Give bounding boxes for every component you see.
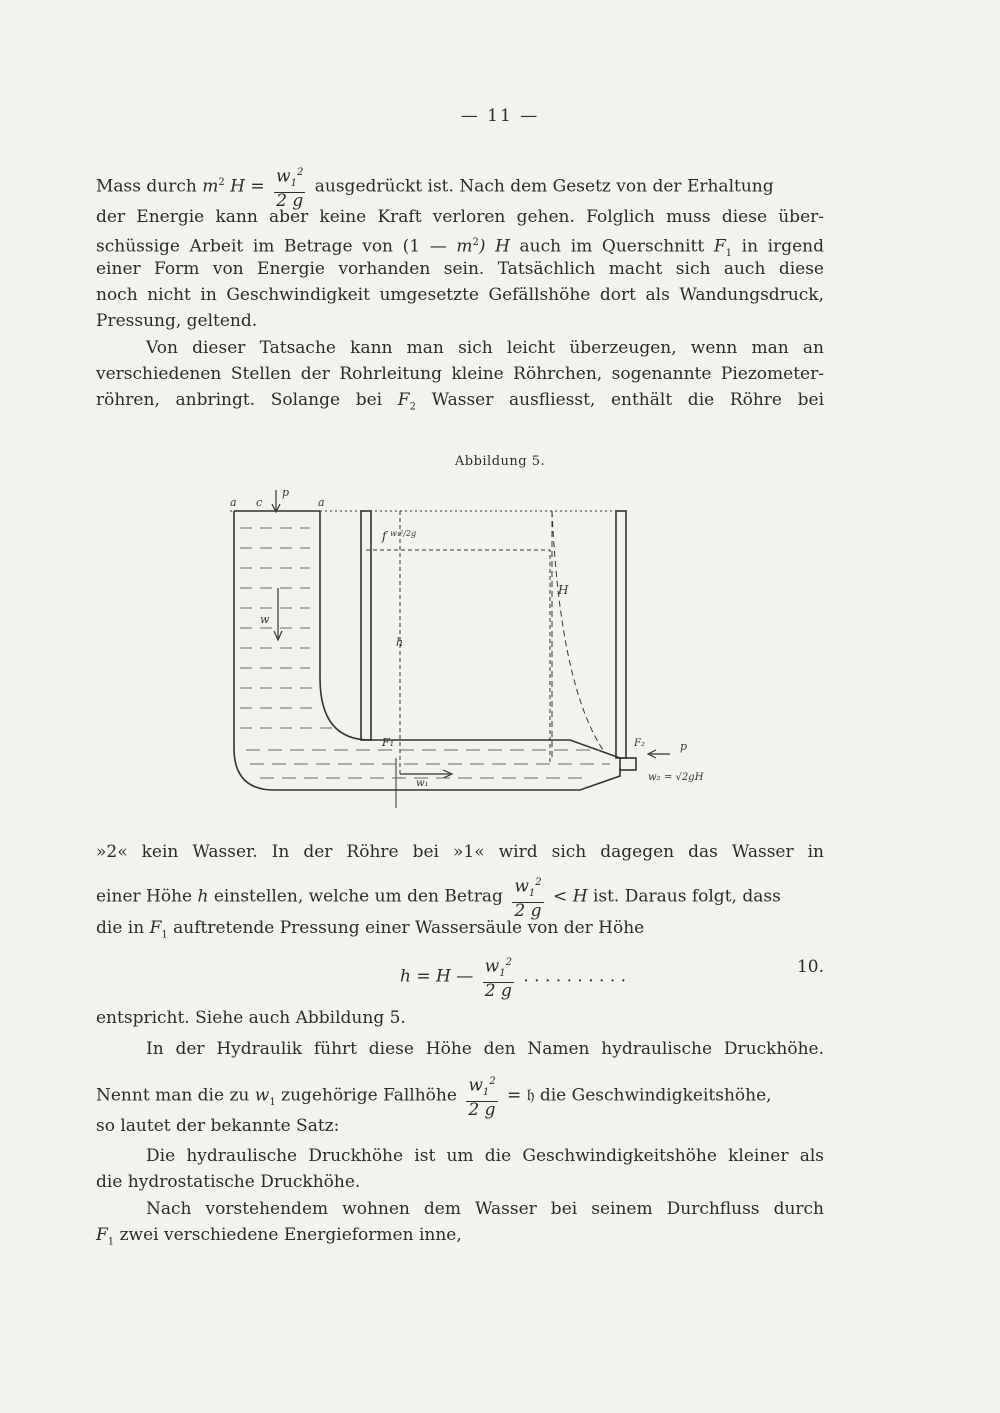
label-w: w <box>260 613 270 626</box>
label-p-right: p <box>680 740 688 753</box>
figure-piezometer-diagram <box>210 478 740 818</box>
label-w2: w₂ <box>648 772 661 783</box>
label-a-left: a <box>230 496 237 509</box>
equation-10: h = H — $\frac{w_1^2}{2 g}$ . . . . . . . . . . 10. <box>400 956 824 1002</box>
para5-line2: Nennt man die zu $w_1$ zugehörige Fallhöhe $\frac{w_1^2}{2 g}$ = 𝔥 die Geschwindigkeitshöhe, <box>96 1075 772 1121</box>
label-F1: F₁ <box>382 736 395 749</box>
para4-line1: entspricht. Siehe auch Abbildung 5. <box>96 1008 406 1028</box>
para7-line2: $F_1$ zwei verschiedene Energieformen inne, <box>96 1225 462 1248</box>
fraction-w1sq-2g: $\frac{w_1^2}{2 g}$ <box>276 166 304 212</box>
para5-line1: In der Hydraulik führt diese Höhe den Namen hydraulische Druckhöhe. <box>146 1039 824 1059</box>
para1-line6: Pressung, geltend. <box>96 311 258 331</box>
para1-line4: einer Form von Energie vorhanden sein. Tatsächlich macht sich auch diese <box>96 259 824 279</box>
para3-line2: einer Höhe h einstellen, welche um den Betrag $\frac{w_1^2}{2 g}$ < H ist. Daraus folgt, dass <box>96 876 781 922</box>
fraction-w1sq-2g: $\frac{w_1^2}{2 g}$ <box>514 876 542 922</box>
page-number: — 11 — <box>460 106 540 126</box>
para2-line2: verschiedenen Stellen der Rohrleitung kleine Röhrchen, sogenannte Piezometer- <box>96 364 824 384</box>
para5-line3: so lautet der bekannte Satz: <box>96 1116 340 1136</box>
label-p-top: p <box>282 486 290 499</box>
para1-line2: der Energie kann aber keine Kraft verloren gehen. Folglich muss diese über- <box>96 207 824 227</box>
equation-number: 10. <box>796 957 824 977</box>
para2-line3: röhren, anbringt. Solange bei $F_2$ Wasser ausfliesst, enthält die Röhre bei <box>96 390 825 413</box>
para1-line5: noch nicht in Geschwindigkeit umgesetzte Gefällshöhe dort als Wandungsdruck, <box>96 285 824 305</box>
figure-caption: Abbildung 5. <box>454 454 546 469</box>
label-f: f <box>382 529 387 543</box>
para1-line3: schüssige Arbeit im Betrage von (1 — $m^2$) H auch im Querschnitt $F_1$ in irgend <box>96 236 824 260</box>
para6-line2: die hydrostatische Druckhöhe. <box>96 1172 361 1192</box>
para2-line1: Von dieser Tatsache kann man sich leicht überzeugen, wenn man an <box>146 338 824 358</box>
para7-line1: Nach vorstehendem wohnen dem Wasser bei seinem Durchfluss durch <box>146 1199 824 1219</box>
label-a-right: a <box>318 496 325 509</box>
para3-line3: die in $F_1$ auftretende Pressung einer Wassersäule von der Höhe <box>96 918 645 941</box>
para1-line1: Mass durch $m^2$ H = $\frac{w_1^2}{2 g}$ ausgedrückt ist. Nach dem Gesetz von der Erhaltung <box>96 166 774 212</box>
label-w2-eq: = √2gH <box>664 772 704 783</box>
label-h: h <box>396 636 404 649</box>
label-c: c <box>256 496 263 509</box>
para6-line1: Die hydraulische Druckhöhe ist um die Geschwindigkeitshöhe kleiner als <box>146 1146 824 1166</box>
label-w1: w₁ <box>416 778 429 789</box>
label-f-frac: w₁²/2g <box>390 529 417 538</box>
para3-line1: »2« kein Wasser. In der Röhre bei »1« wird sich dagegen das Wasser in <box>96 842 824 862</box>
label-F2: F₂ <box>634 738 645 749</box>
label-H: H <box>558 583 569 597</box>
